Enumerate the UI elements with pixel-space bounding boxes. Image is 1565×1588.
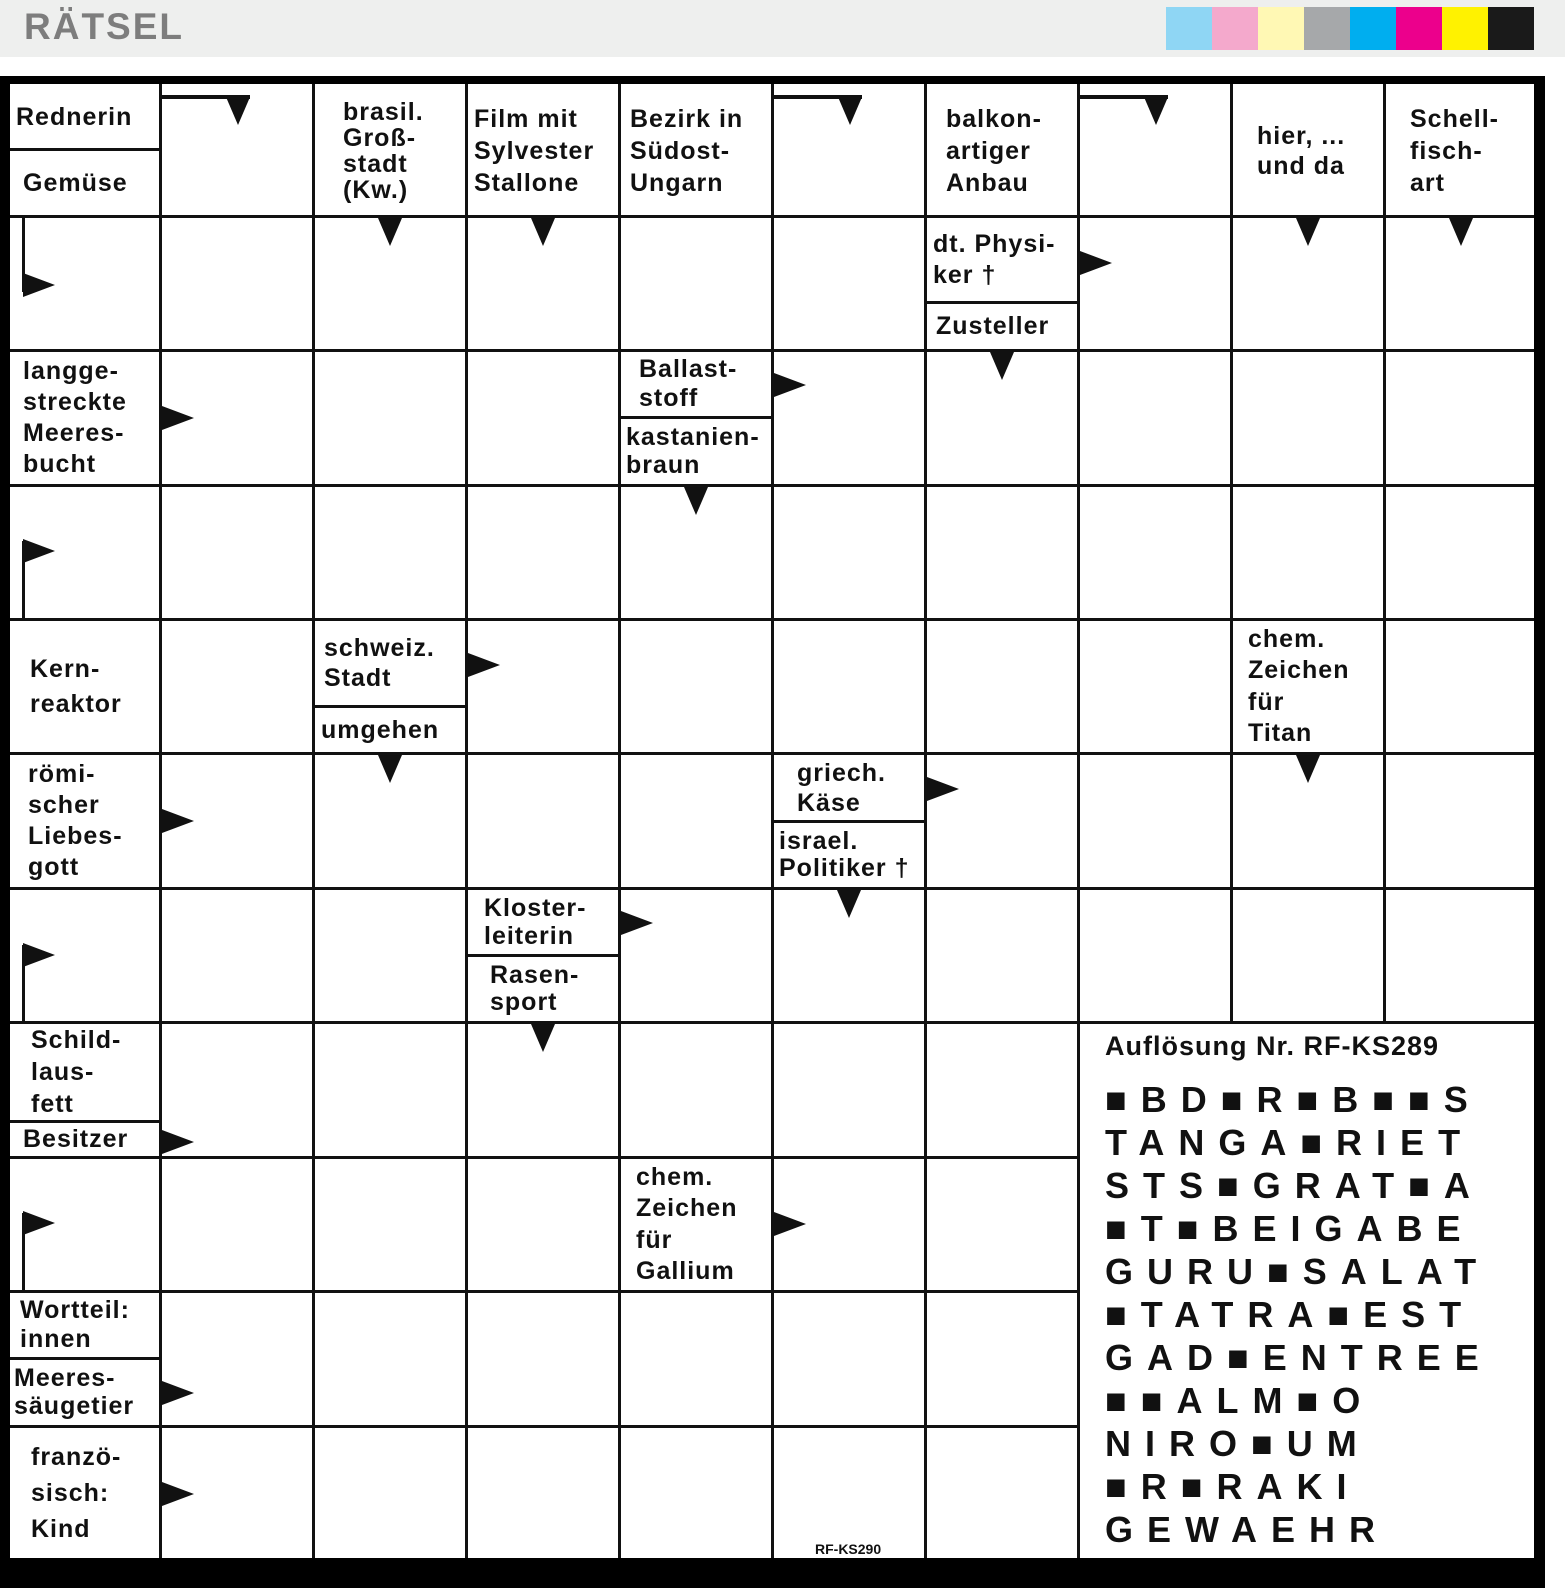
color-swatch-4 bbox=[1304, 7, 1350, 50]
clue-zusteller: Zusteller bbox=[936, 312, 1050, 341]
clue-gallium: chem. Zeichen für Gallium bbox=[636, 1163, 738, 1285]
grid-line-h8 bbox=[10, 1156, 1079, 1159]
arrow-right-icon bbox=[23, 273, 55, 297]
arrow-right-icon bbox=[468, 653, 500, 677]
clue-schellfisch: Schell- fisch- art bbox=[1410, 105, 1499, 197]
clue-meeres: Meeres- säugetier bbox=[14, 1364, 135, 1420]
arrow-down-icon bbox=[531, 218, 555, 246]
arrow-down-icon bbox=[684, 487, 708, 515]
arrow-down-icon bbox=[1296, 755, 1320, 783]
grid-line-h6 bbox=[10, 887, 1534, 890]
color-swatch-6 bbox=[1396, 7, 1442, 50]
grid-line-h9 bbox=[10, 1290, 1079, 1293]
clue-titan: chem. Zeichen für Titan bbox=[1248, 625, 1350, 747]
color-swatch-3 bbox=[1258, 7, 1304, 50]
grid-line-v9 bbox=[1383, 84, 1386, 1024]
arrow-right-icon bbox=[162, 1130, 194, 1154]
clue-rasen: Rasen- sport bbox=[490, 960, 580, 1016]
arrow-right-icon bbox=[162, 809, 194, 833]
arrow-right-icon bbox=[774, 373, 806, 397]
grid-line-v4 bbox=[618, 84, 621, 1558]
clue-hier: hier, ... und da bbox=[1257, 121, 1346, 180]
clue-umgehen: umgehen bbox=[321, 715, 440, 744]
color-swatch-5 bbox=[1350, 7, 1396, 50]
clue-ballast: Ballast- stoff bbox=[639, 355, 738, 412]
arrow-down-icon bbox=[1296, 218, 1320, 246]
arrow-down-icon bbox=[378, 755, 402, 783]
solution-row: GEWAEHR bbox=[1105, 1509, 1390, 1550]
clue-schweiz: schweiz. Stadt bbox=[324, 633, 435, 692]
clue-film: Film mit Sylvester Stallone bbox=[474, 105, 595, 197]
grid-line-h10 bbox=[10, 1425, 1079, 1428]
arrow-right-icon bbox=[927, 777, 959, 801]
grid-line-h3 bbox=[10, 484, 1534, 487]
clue-physiker: dt. Physi- ker † bbox=[933, 230, 1056, 289]
arrow-right-icon bbox=[621, 911, 653, 935]
solution-title: Auflösung Nr. RF-KS289 bbox=[1105, 1031, 1440, 1061]
color-swatch-8 bbox=[1488, 7, 1534, 50]
clue-kloster: Kloster- leiterin bbox=[484, 894, 587, 950]
grid-line-h7 bbox=[10, 1021, 1534, 1024]
solution-row: GAD■ENTREE bbox=[1105, 1337, 1493, 1378]
arrow-down-icon bbox=[837, 890, 861, 918]
grid-line-v7 bbox=[1077, 84, 1080, 1558]
color-swatch-2 bbox=[1212, 7, 1258, 50]
arrow-right-icon bbox=[774, 1212, 806, 1236]
arrow-right-icon bbox=[162, 406, 194, 430]
solution-row: GURU■SALAT bbox=[1105, 1251, 1491, 1292]
arrow-down-icon bbox=[1449, 218, 1473, 246]
arrow-right-icon bbox=[162, 1381, 194, 1405]
arrow-down-icon bbox=[378, 218, 402, 246]
clue-kastanien: kastanien- braun bbox=[626, 423, 760, 479]
clue-liebesgott: römi- scher Liebes- gott bbox=[28, 759, 123, 882]
clue-kernreaktor: Kern- reaktor bbox=[30, 655, 122, 718]
grid-line-h2 bbox=[10, 349, 1534, 352]
grid-line-v2 bbox=[312, 84, 315, 1558]
solution-row: ■■ALM■O bbox=[1105, 1380, 1375, 1421]
page-title: RÄTSEL bbox=[24, 6, 184, 47]
solution-row: ■BD■R■B■■S bbox=[1105, 1079, 1482, 1120]
arrow-down-icon bbox=[1144, 97, 1168, 125]
arrow-down-icon bbox=[990, 352, 1014, 380]
clue-kaese: griech. Käse bbox=[797, 758, 886, 817]
clue-besitzer: Besitzer bbox=[23, 1125, 129, 1154]
solution-row: ■R■RAKI bbox=[1105, 1466, 1361, 1507]
clue-wortteil: Wortteil: innen bbox=[20, 1296, 130, 1353]
grid-line-v3 bbox=[465, 84, 468, 1558]
arrow-down-icon bbox=[226, 97, 250, 125]
clue-politiker: israel. Politiker † bbox=[779, 826, 910, 882]
clue-gemuese: Gemüse bbox=[23, 168, 128, 197]
arrow-right-icon bbox=[23, 943, 55, 967]
solution-row: ■T■BEIGABE bbox=[1105, 1208, 1475, 1249]
clue-balkon: balkon- artiger Anbau bbox=[946, 105, 1042, 197]
clue-meeresbucht: langge- streckte Meeres- bucht bbox=[23, 356, 127, 479]
arrow-down-icon bbox=[838, 97, 862, 125]
solution-row: ■TATRA■EST bbox=[1105, 1294, 1476, 1335]
solution-row: STS■GRAT■A bbox=[1105, 1165, 1484, 1206]
clue-rednerin: Rednerin bbox=[16, 103, 133, 132]
clue-kind: franzö- sisch: Kind bbox=[31, 1442, 122, 1544]
arrow-down-icon bbox=[531, 1024, 555, 1052]
color-swatch-1 bbox=[1166, 7, 1212, 50]
clue-schildlaus: Schild- laus- fett bbox=[31, 1026, 122, 1118]
solution-row: TANGA■RIET bbox=[1105, 1122, 1475, 1163]
arrow-right-icon bbox=[23, 539, 55, 563]
color-swatch-7 bbox=[1442, 7, 1488, 50]
clue-brasil: brasil. Groß- stadt (Kw.) bbox=[343, 97, 424, 205]
puzzle-code: RF-KS290 bbox=[815, 1541, 882, 1557]
arrow-right-icon bbox=[23, 1211, 55, 1235]
clue-bezirk: Bezirk in Südost- Ungarn bbox=[630, 105, 744, 197]
arrow-right-icon bbox=[1080, 251, 1112, 275]
solution-row: NIRO■UM bbox=[1105, 1423, 1371, 1464]
grid-line-v8 bbox=[1230, 84, 1233, 1024]
arrow-right-icon bbox=[162, 1482, 194, 1506]
